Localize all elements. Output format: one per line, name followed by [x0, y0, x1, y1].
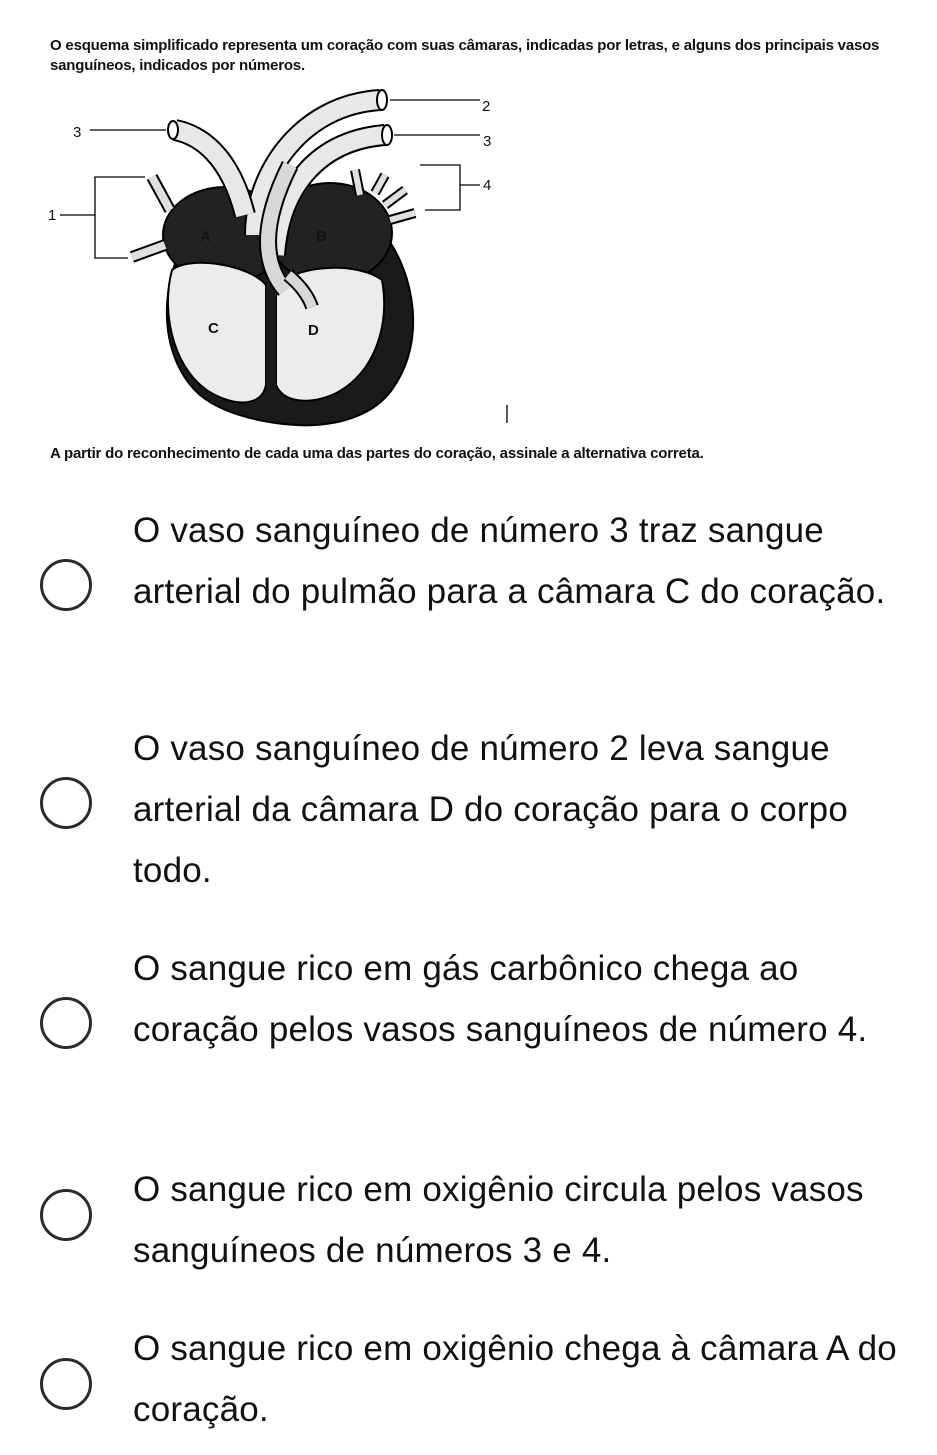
label-chamber-b: B — [316, 228, 327, 245]
answer-option-2[interactable] — [0, 718, 937, 903]
label-3-left: 3 — [73, 124, 82, 141]
answer-option-5-text: O sangue rico em oxigênio chega à câmara A do coração. — [133, 1329, 897, 1429]
label-chamber-d: D — [308, 322, 319, 339]
label-4: 4 — [483, 177, 492, 194]
answer-option-4-text: O sangue rico em oxigênio circula pelos vasos sanguíneos de números 3 e 4. — [133, 1170, 864, 1270]
label-2: 2 — [482, 98, 491, 115]
label-3-right: 3 — [483, 133, 492, 150]
question-prompt: A partir do reconhecimento de cada uma das partes do coração, assinale a alternativa correta. — [50, 445, 704, 462]
answer-option-2-text: O vaso sanguíneo de número 2 leva sangue arterial da câmara D do coração para o corpo todo. — [133, 729, 849, 890]
question-intro: O esquema simplificado representa um coração com suas câmaras, indicadas por letras, e alguns dos principais vasos sanguíneos, indicados por números. — [50, 37, 880, 74]
answer-option-3-text: O sangue rico em gás carbônico chega ao coração pelos vasos sanguíneos de número 4. — [133, 949, 868, 1049]
label-1: 1 — [48, 207, 57, 224]
answer-option-4[interactable] — [0, 1159, 937, 1283]
answer-option-1[interactable] — [0, 500, 937, 685]
radio-button-2[interactable] — [40, 777, 92, 829]
radio-button-4[interactable] — [40, 1189, 92, 1241]
answer-option-3[interactable] — [0, 938, 937, 1123]
label-chamber-a: A — [200, 228, 211, 245]
label-chamber-c: C — [208, 320, 219, 337]
radio-button-3[interactable] — [40, 997, 92, 1049]
answer-option-5[interactable] — [0, 1318, 937, 1442]
radio-button-1[interactable] — [40, 559, 92, 611]
radio-button-5[interactable] — [40, 1358, 92, 1410]
answer-option-1-text: O vaso sanguíneo de número 3 traz sangue arterial do pulmão para a câmara C do coração. — [133, 511, 886, 611]
